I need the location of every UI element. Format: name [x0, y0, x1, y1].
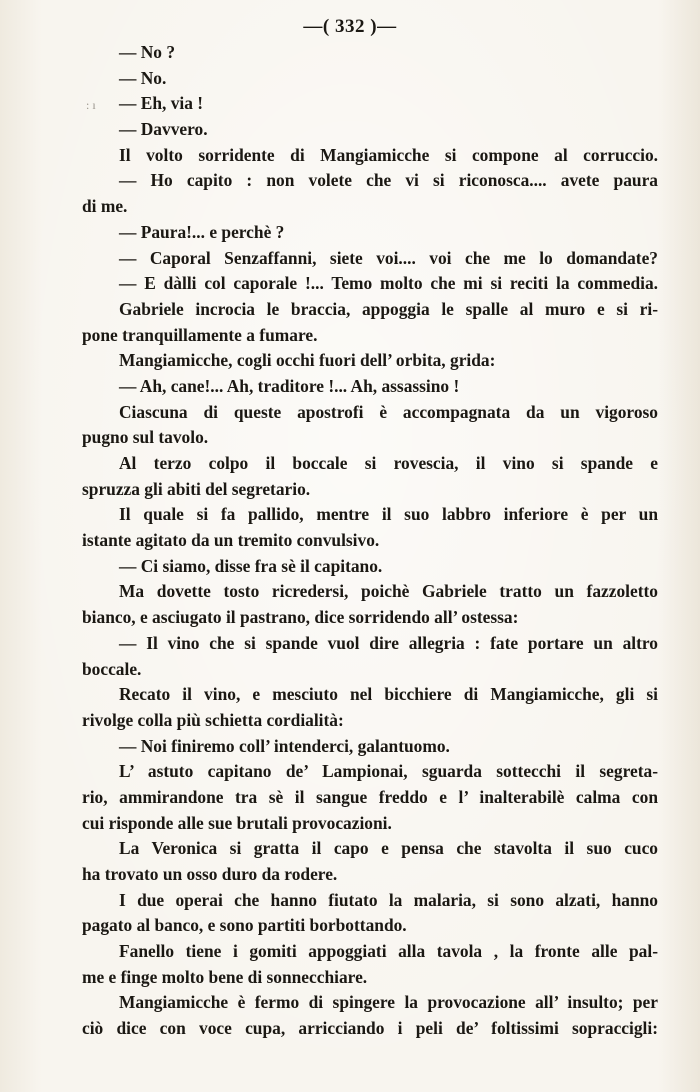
text-line: pugno sul tavolo. — [82, 427, 209, 448]
text-line: I due operai che hanno fiutato la malaria, si sono alzati, hanno — [119, 889, 658, 910]
text-line: rio, ammirandone tra sè il sangue freddo e l’ inalterabilè calma con — [82, 786, 658, 807]
text-line: — Noi finiremo coll’ intenderci, galantuomo. — [119, 735, 450, 756]
text-line: — Davvero. — [119, 119, 208, 140]
text-line: — Il vino che si spande vuol dire allegria : fate portare un altro — [119, 632, 658, 653]
text-line: — Ho capito : non volete che vi si riconosca.... avete paura — [119, 170, 658, 191]
text-line: rivolge colla più schietta cordialità: — [82, 709, 344, 730]
text-line: Il quale si fa pallido, mentre il suo labbro inferiore è per un — [119, 504, 658, 525]
text-line: ciò dice con voce cupa, arricciando i peli de’ foltissimi sopraccigli: — [82, 1018, 658, 1039]
page-number-header: —( 332 )— — [303, 16, 397, 37]
text-line: La Veronica si gratta il capo e pensa che stavolta il suo cuco — [119, 838, 658, 859]
text-line: — Ci siamo, disse fra sè il capitano. — [119, 555, 383, 576]
text-line: pagato al banco, e sono partiti borbottando. — [82, 915, 407, 936]
text-line: Ma dovette tosto ricredersi, poichè Gabriele tratto un fazzoletto — [119, 581, 658, 602]
text-line: di me. — [82, 196, 128, 217]
text-line: Recato il vino, e mesciuto nel bicchiere di Mangiamicche, gli si — [119, 684, 658, 705]
text-line: Mangiamicche è fermo di spingere la provocazione all’ insulto; per — [119, 992, 658, 1013]
text-line: Ciascuna di queste apostrofi è accompagnata da un vigoroso — [119, 401, 658, 422]
text-line: Mangiamicche, cogli occhi fuori dell’ orbita, grida: — [119, 350, 496, 371]
body-text — [82, 40, 658, 1042]
margin-mark: : ı — [86, 98, 96, 112]
text-line: Fanello tiene i gomiti appoggiati alla tavola , la fronte alle pal- — [119, 941, 658, 962]
text-line: — No. — [119, 67, 167, 88]
text-line: — No ? — [119, 42, 176, 62]
text-line: pone tranquillamente a fumare. — [82, 324, 318, 345]
text-line: ha trovato un osso duro da rodere. — [82, 864, 338, 884]
text-line: L’ astuto capitano de’ Lampionai, sguarda sottecchi il segreta- — [119, 761, 658, 782]
text-line: — Ah, cane!... Ah, traditore !... Ah, assassino ! — [119, 375, 460, 396]
text-line: Al terzo colpo il boccale si rovescia, il vino si spande e — [119, 453, 658, 473]
text-line: — Caporal Senzaffanni, siete voi.... voi che me lo domandate? — [119, 247, 658, 268]
text-line: spruzza gli abiti del segretario. — [82, 478, 311, 499]
text-line: boccale. — [82, 658, 142, 679]
text-line: istante agitato da un tremito convulsivo. — [82, 530, 380, 551]
text-line: me e finge molto bene di sonnecchiare. — [82, 966, 368, 987]
text-line: — E dàlli col caporale !... Temo molto che mi si reciti la commedia. — [119, 273, 658, 294]
text-line: Il volto sorridente di Mangiamicche si compone al corruccio. — [119, 144, 658, 165]
text-line: cui risponde alle sue brutali provocazioni. — [82, 812, 392, 833]
text-line: bianco, e asciugato il pastrano, dice sorridendo all’ ostessa: — [82, 607, 519, 628]
text-line: — Eh, via ! — [119, 93, 204, 114]
text-line: — Paura!... e perchè ? — [119, 221, 285, 242]
text-line: Gabriele incrocia le braccia, appoggia le spalle al muro e si ri- — [119, 298, 658, 319]
